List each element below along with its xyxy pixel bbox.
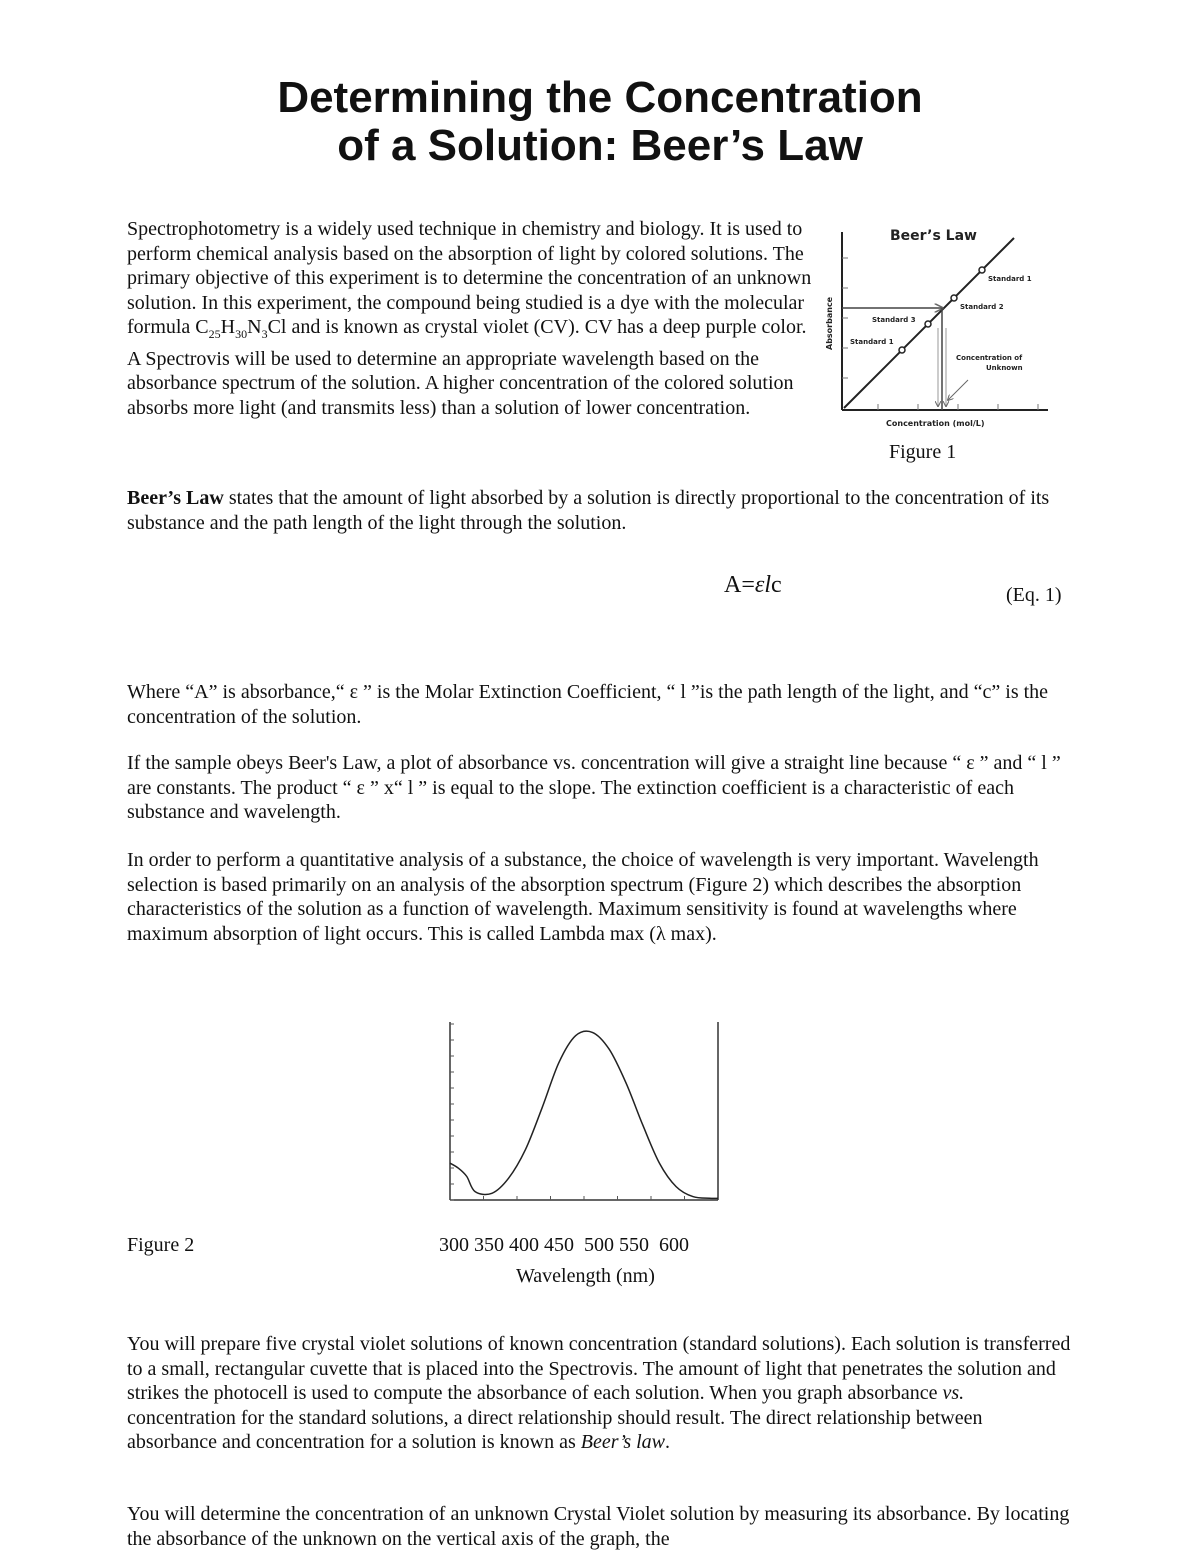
fig1-point-standard-2 [951, 295, 957, 301]
fig1-label-unknown-line-1: Concentration of [956, 354, 1023, 362]
formula-sub-1: 25 [208, 327, 221, 341]
fig2-absorbance-curve [450, 1031, 718, 1198]
fig2-tick-labels: 300 350 400 450 500 550 600 [439, 1234, 689, 1256]
prepare-text-1: You will prepare five crystal violet solutions of known concentration (standard solutions). Each solution is transferred to a small, rectangular cuvette that is placed into the Spectrovis. The amount of light that penetrates the solution and strikes the photocell is used to compute the absorbance of each solution. When you graph absorbance [127, 1333, 1071, 1404]
equation-number: (Eq. 1) [1006, 584, 1062, 606]
fig1-label-standard-2: Standard 2 [960, 303, 1004, 311]
formula-n: N [247, 316, 262, 338]
prepare-text-3: . [665, 1431, 671, 1453]
fig1-x-axis-label: Concentration (mol/L) [886, 419, 985, 428]
equation-a: A= [724, 572, 755, 598]
figure-2-absorption-spectrum [442, 1016, 726, 1208]
title-line-1: Determining the Concentration [277, 73, 923, 122]
prepare-vs: vs. [942, 1382, 965, 1404]
fig1-y-axis-label: Absorbance [825, 296, 834, 350]
fig1-label-standard-1-top: Standard 1 [988, 275, 1032, 283]
intro-text-2: Cl and is known as crystal violet (CV). CV has a deep purple color. A Spectrovis will be used to determine an appropriate wavelength based on the absorbance spectrum of the solution. A higher concentration of the colored solution absorbs more light (and transmits less) than a solution of lower concentration. [127, 316, 807, 419]
title-line-2: of a Solution: Beer’s Law [337, 121, 863, 170]
quantitative-paragraph: In order to perform a quantitative analysis of a substance, the choice of wavelength is very important. Wavelength selection is based primarily on an analysis of the absorption spectrum (Figure 2) which describes the absorption characteristics of the solution as a function of wavelength. Maximum sensitivity is found at wavelengths where maximum absorption of light occurs. This is called Lambda max (λ max). [127, 849, 1039, 945]
figure-2-caption: Figure 2 [127, 1234, 195, 1256]
formula-sub-2: 30 [235, 327, 248, 341]
where-paragraph: Where “A” is absorbance,“ ε ” is the Molar Extinction Coefficient, “ l ”is the path length of the light, and “c” is the concentration of the solution. [127, 681, 1049, 728]
fig1-point-standard-3 [925, 321, 931, 327]
formula-h: H [220, 316, 236, 338]
fig1-point-standard-1-low [899, 347, 905, 353]
formula-sub-3: 3 [261, 327, 268, 341]
intro-text-1: Spectrophotometry is a widely used technique in chemistry and biology. It is used to perform chemical analysis based on the absorption of light by colored solutions. The primary objective of this experiment is to determine the concentration of an unknown solution. In this experiment, the compound being studied is a dye with the molecular formula C [127, 218, 812, 338]
beers-law-equation [724, 572, 782, 599]
beers-law-text: states that the amount of light absorbed by a solution is directly proportional to the concentration of its substance and the path length of the light through the solution. [127, 487, 1050, 534]
prepare-paragraph [127, 1332, 1077, 1455]
equation-c: c [771, 572, 782, 598]
page-title [0, 74, 1200, 170]
intro-paragraph [127, 217, 817, 420]
fig1-label-unknown-line-2: Unknown [986, 364, 1023, 372]
figure-1-beers-law-graph [818, 218, 1054, 430]
beers-law-term: Beer’s Law [127, 487, 224, 509]
fig1-chart-title: Beer’s Law [890, 228, 977, 244]
beers-law-paragraph [127, 486, 1057, 535]
fig1-label-standard-1-low: Standard 1 [850, 338, 894, 346]
figure-1-caption: Figure 1 [889, 441, 957, 463]
fig1-label-standard-3: Standard 3 [872, 316, 916, 324]
unknown-paragraph: You will determine the concentration of an unknown Crystal Violet solution by measuring its absorbance. By locating the absorbance of the unknown on the vertical axis of the graph, the [127, 1503, 1070, 1550]
fig2-x-axis-label: Wavelength (nm) [516, 1265, 655, 1287]
obeys-paragraph: If the sample obeys Beer's Law, a plot of absorbance vs. concentration will give a straight line because “ ε ” and “ l ” are constants. The product “ ε ” x“ l ” is equal to the slope. The extinction coefficient is a characteristic of each substance and wavelength. [127, 752, 1061, 823]
equation-epsilon: ε [754, 572, 765, 598]
fig1-point-standard-1-top [979, 267, 985, 273]
equation-l: l [764, 572, 772, 598]
prepare-text-2: concentration for the standard solutions, a direct relationship should result. The direct relationship between absorbance and concentration for a solution is known as [127, 1406, 983, 1453]
prepare-beers-law: Beer’s law [580, 1431, 666, 1453]
